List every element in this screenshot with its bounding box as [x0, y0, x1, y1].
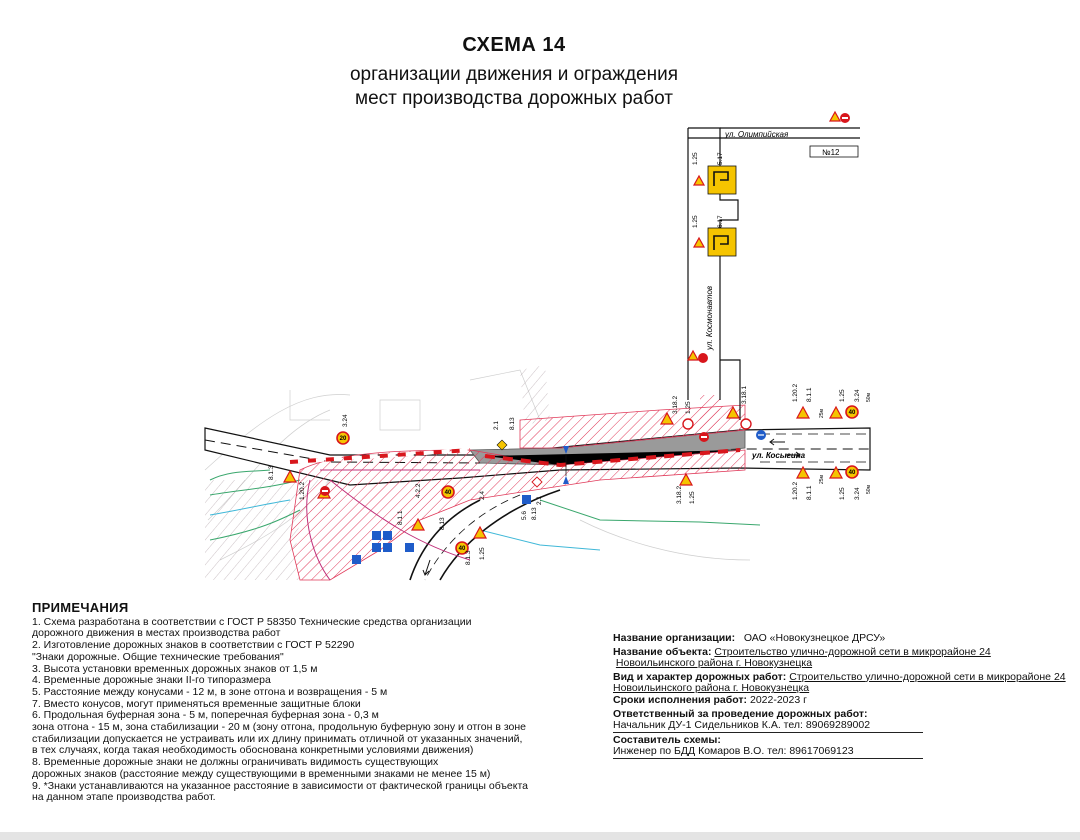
street-label-kosygina: ул. Косыгина	[752, 451, 806, 460]
author-value: Инженер по БДД Комаров В.О. тел: 89617069123	[613, 745, 854, 758]
note-line: 2. Изготовление дорожных знаков в соответствии с ГОСТ Р 52290	[32, 639, 355, 652]
org-label: Название организации:	[613, 632, 736, 644]
svg-text:1.20.2: 1.20.2	[792, 481, 799, 500]
project-info-block	[613, 633, 1080, 759]
scheme-title: СХЕМА 14	[462, 34, 566, 56]
note-line: 3. Высота установки временных дорожных знаков от 1,5 м	[32, 662, 318, 675]
scheme-subtitle-line1: организации движения и ограждения	[349, 64, 678, 85]
svg-text:8.13: 8.13	[531, 507, 538, 520]
svg-text:40: 40	[458, 546, 466, 552]
svg-text:40: 40	[444, 490, 452, 496]
no-entry-sign-top	[830, 112, 850, 123]
note-line: 5. Расстояние между конусами - 12 м, в зоне отгона и возвращения - 5 м	[32, 685, 388, 698]
scan-edge-strip	[0, 832, 1080, 840]
dates-value: 2022-2023 г	[749, 693, 807, 706]
responsible-label: Ответственный за проведение дорожных работ:	[613, 707, 868, 720]
svg-text:3.18.2: 3.18.2	[672, 395, 679, 414]
svg-text:2.1: 2.1	[493, 420, 500, 430]
svg-text:1.25: 1.25	[839, 487, 846, 500]
work-value-2: Новоильинского района г. Новокузнецка	[613, 682, 810, 695]
svg-text:1.25: 1.25	[839, 389, 846, 402]
note-line: 7. Вместо конусов, могут применяться временные защитные блоки	[32, 697, 361, 710]
svg-text:25м: 25м	[819, 475, 825, 484]
warning-signs-kosmonavtov	[688, 351, 708, 363]
note-line: дорожного движения в местах производства работ	[32, 627, 281, 640]
svg-text:25м: 25м	[819, 409, 825, 418]
detour-sign-middle	[694, 228, 736, 256]
author-label: Составитель схемы:	[613, 733, 721, 746]
note-line: 6. Продольная буферная зона - 5 м, поперечная буферная зона - 0,3 м	[32, 709, 379, 722]
dates-label: Сроки исполнения работ:	[613, 693, 748, 706]
note-line: зона отгона - 15 м, зона стабилизации - 20 м (зону отгона, продольную буферную зону и отгон в зоне	[32, 721, 527, 734]
detour-sign-top	[694, 166, 736, 194]
svg-text:3.24: 3.24	[342, 414, 349, 427]
svg-text:20: 20	[339, 436, 347, 442]
svg-text:8.1.1: 8.1.1	[806, 485, 813, 500]
work-label: Вид и характер дорожных работ:	[613, 670, 787, 683]
svg-text:3.24: 3.24	[854, 487, 861, 500]
street-label-olimp: ул. Олимпийская	[725, 130, 789, 139]
notes-section	[32, 602, 572, 804]
svg-text:2.1: 2.1	[536, 495, 543, 505]
svg-text:40: 40	[848, 470, 856, 476]
house-number: №12	[822, 148, 840, 157]
svg-text:3.24: 3.24	[854, 389, 861, 402]
note-line: 8. Временные дорожные знаки не должны ограничивать видимость существующих	[32, 756, 439, 769]
object-value-1: Строительство улично-дорожной сети в микрорайоне 24	[714, 645, 991, 658]
svg-text:8.1.3: 8.1.3	[465, 550, 472, 565]
note-line: 1. Схема разработана в соответствии с ГОСТ Р 58350 Технические средства организации	[32, 615, 472, 628]
work-value-1: Строительство улично-дорожной сети в микрорайоне 24	[789, 670, 1066, 683]
note-line: стабилизации допускается не устраивать или их длину принимать отличной от указанных значений,	[32, 732, 523, 745]
svg-text:3.18.1: 3.18.1	[741, 385, 748, 404]
svg-text:8.1.1: 8.1.1	[397, 510, 404, 525]
svg-text:8.1.3: 8.1.3	[268, 465, 275, 480]
svg-text:50м: 50м	[866, 393, 872, 402]
note-line: дорожных знаков (расстояние между существующими в временными знаками не менее 15 м)	[32, 767, 491, 780]
svg-text:5.17: 5.17	[717, 152, 724, 165]
svg-text:8.1.1: 8.1.1	[806, 387, 813, 402]
svg-text:1.20.2: 1.20.2	[792, 383, 799, 402]
svg-text:2.4: 2.4	[479, 490, 486, 500]
svg-text:1.25: 1.25	[689, 491, 696, 504]
object-value-2: Новоильинского района г. Новокузнецка	[615, 657, 813, 670]
svg-text:8.13: 8.13	[439, 517, 446, 530]
svg-text:1.25: 1.25	[692, 152, 699, 165]
org-value: ОАО «Новокузнецкое ДРСУ»	[743, 632, 886, 644]
responsible-value: Начальник ДУ-1 Сидельников К.А. тел: 89069289002	[613, 719, 871, 732]
note-line: 9. *Знаки устанавливаются на указанное расстояние в зависимости от фактической границы объекта	[32, 779, 529, 792]
svg-text:1.20.2: 1.20.2	[299, 481, 306, 500]
svg-text:50м: 50м	[866, 485, 872, 494]
note-line: "Знаки дорожные. Общие технические требования"	[32, 650, 284, 663]
notes-heading: ПРИМЕЧАНИЯ	[32, 600, 129, 615]
street-label-kosmonavtov: ул. Космонавтов	[705, 285, 714, 350]
svg-text:4.2.2: 4.2.2	[415, 483, 422, 498]
svg-text:8.13: 8.13	[509, 417, 516, 430]
svg-text:1.25: 1.25	[479, 547, 486, 560]
svg-text:1.25: 1.25	[685, 401, 692, 414]
svg-text:40: 40	[848, 410, 856, 416]
svg-text:5.6: 5.6	[521, 510, 528, 520]
object-label: Название объекта:	[613, 645, 712, 658]
svg-text:1.25: 1.25	[692, 215, 699, 228]
svg-text:3.18.2: 3.18.2	[676, 485, 683, 504]
note-line: 4. Временные дорожные знаки II-го типоразмера	[32, 674, 271, 687]
note-line: на данном этапе производства работ.	[32, 791, 216, 804]
scheme-subtitle-line2: мест производства дорожных работ	[355, 88, 673, 109]
note-line: в тех случаях, когда такая необходимость обоснована конкретными условиями движения)	[32, 744, 474, 757]
svg-text:6.17: 6.17	[717, 215, 724, 228]
